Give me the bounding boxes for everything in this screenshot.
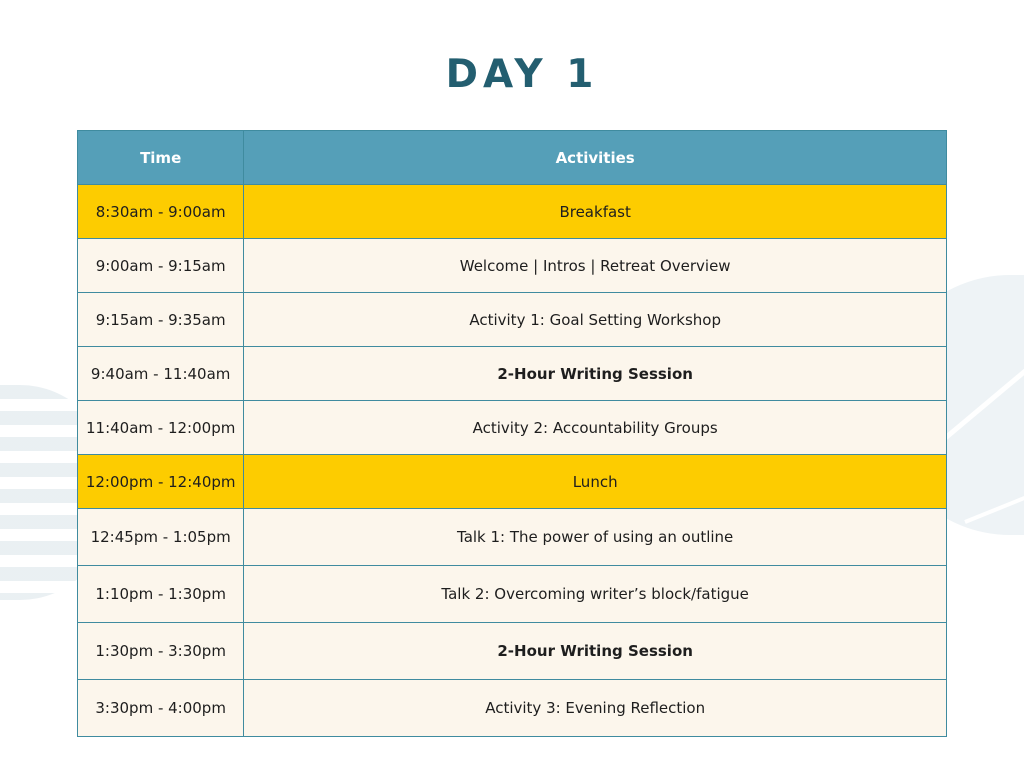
time-cell: 12:45pm - 1:05pm [78, 509, 244, 566]
activity-cell: Activity 1: Goal Setting Workshop [244, 293, 947, 347]
table-header-row [78, 131, 947, 185]
time-cell: 9:00am - 9:15am [78, 239, 244, 293]
table-row [78, 239, 947, 293]
table-row [78, 293, 947, 347]
table-row [78, 185, 947, 239]
table-row [78, 509, 947, 566]
time-cell: 8:30am - 9:00am [78, 185, 244, 239]
table-row [78, 347, 947, 401]
table-row [78, 680, 947, 737]
activity-cell: 2-Hour Writing Session [244, 623, 947, 680]
activity-cell: Talk 2: Overcoming writer’s block/fatigue [244, 566, 947, 623]
activity-cell: Activity 3: Evening Reflection [244, 680, 947, 737]
schedule-table [77, 130, 947, 737]
activity-cell: Activity 2: Accountability Groups [244, 401, 947, 455]
time-cell: 9:40am - 11:40am [78, 347, 244, 401]
time-cell: 1:30pm - 3:30pm [78, 623, 244, 680]
table-row [78, 401, 947, 455]
time-cell: 11:40am - 12:00pm [78, 401, 244, 455]
table-row [78, 455, 947, 509]
time-cell: 9:15am - 9:35am [78, 293, 244, 347]
activity-cell: 2-Hour Writing Session [244, 347, 947, 401]
time-cell: 1:10pm - 1:30pm [78, 566, 244, 623]
time-cell: 3:30pm - 4:00pm [78, 680, 244, 737]
activities-column-header: Activities [244, 131, 947, 185]
activity-cell: Lunch [244, 455, 947, 509]
activity-cell: Breakfast [244, 185, 947, 239]
table-row [78, 566, 947, 623]
activity-cell: Talk 1: The power of using an outline [244, 509, 947, 566]
time-column-header: Time [78, 131, 244, 185]
time-cell: 12:00pm - 12:40pm [78, 455, 244, 509]
activity-cell: Welcome | Intros | Retreat Overview [244, 239, 947, 293]
page-title: DAY 1 [445, 52, 599, 97]
table-row [78, 623, 947, 680]
